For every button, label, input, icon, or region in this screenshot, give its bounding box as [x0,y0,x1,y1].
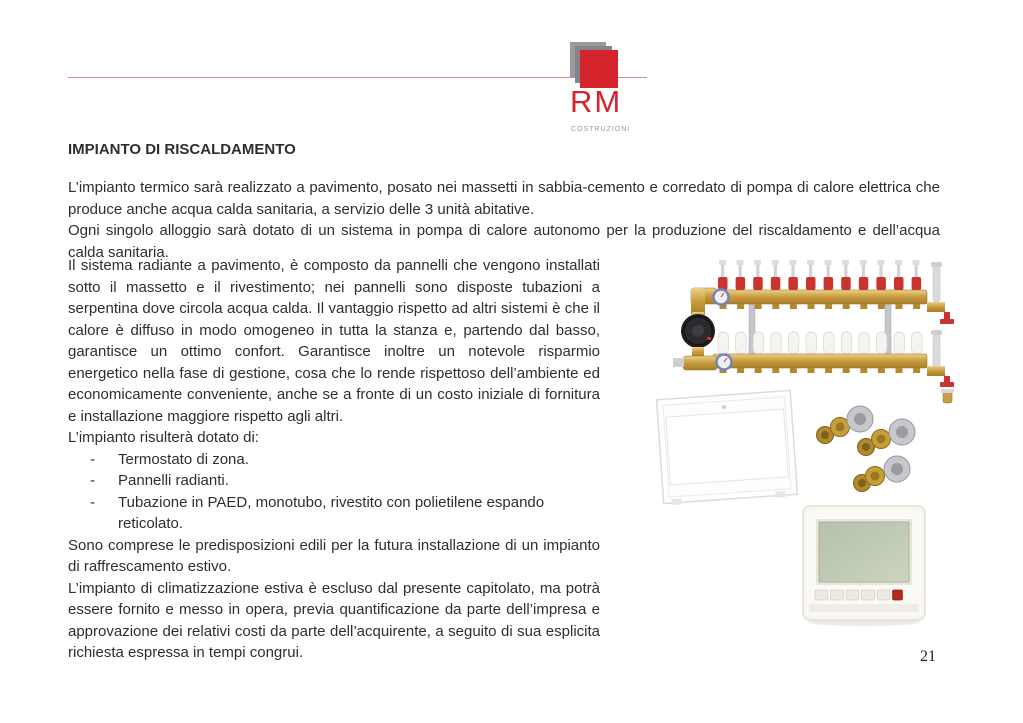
body-paragraph-1: Il sistema radiante a pavimento, è composto da pannelli che vengono installati sotto il massetto e il rivestimento; nei pannelli sono disposte tubazioni a serpentina dove circola acqua calda. Il vantaggio rispetto ad altri sistemi è che il calore è diffuso in modo omogeneo in tutta la stanza e, partendo dal basso, garantisce un ottimo confort. Garantisce inoltre un notevole risparmio energetico nella fase di gestione, cosa che lo rende rispettoso dell’ambiente ed economicamente conveniente, anche se a fronte di un costo iniziale di fornitura e installazione maggiore rispetto agli altri. [68,257,600,425]
thermostat-photo [797,502,932,627]
list-item [68,470,600,492]
bullet-dash: - [90,493,95,511]
list-item-text: Termostato di zona. [118,450,249,468]
cabinet-photo [652,387,802,509]
header-rule [68,77,647,78]
body-text-column [68,255,600,664]
intro-paragraphs [68,177,940,263]
intro-paragraph-2: Ogni singolo alloggio sarà dotato di un sistema in pompa di calore autonomo per la produzione del riscaldamento e dell’acqua calda sanitaria. [68,222,940,261]
list-item-text: Tubazione in PAED, monotubo, rivestito con polietilene espando reticolato. [118,493,545,532]
list-intro: L’impianto risulterà dotato di: [68,429,259,446]
page-title: IMPIANTO DI RISCALDAMENTO [68,141,296,158]
logo-text: RM [570,84,623,119]
bullet-dash: - [90,450,95,468]
fittings-photo [813,389,963,504]
intro-paragraph-1: L’impianto termico sarà realizzato a pavimento, posato nei massetti in sabbia-cemento e corredato di pompa di calore elettrica che produce anche acqua calda sanitaria, a servizio delle 3 unità abitative. [68,179,940,218]
manifold-photo [663,252,958,397]
page-number: 21 [920,648,936,665]
list-item [68,492,600,535]
logo-subtext: COSTRUZIONI [571,126,631,133]
company-logo [570,42,650,134]
logo-square-front-icon [580,50,618,88]
body-paragraph-2: Sono comprese le predisposizioni edili per la futura installazione di un impianto di raffrescamento estivo. [68,536,600,575]
list-item [68,449,600,471]
body-paragraph-3: L’impianto di climatizzazione estiva è escluso dal presente capitolato, ma potrà essere fornito e messo in opera, previa quantificazione da parte dell’impresa e approvazione dei relativi costi da parte dell’acquirente, a seguito di sua esplicita richiesta espressa in tempi congrui. [68,579,600,661]
list-item-text: Pannelli radianti. [118,472,229,489]
bullet-dash: - [90,472,95,489]
